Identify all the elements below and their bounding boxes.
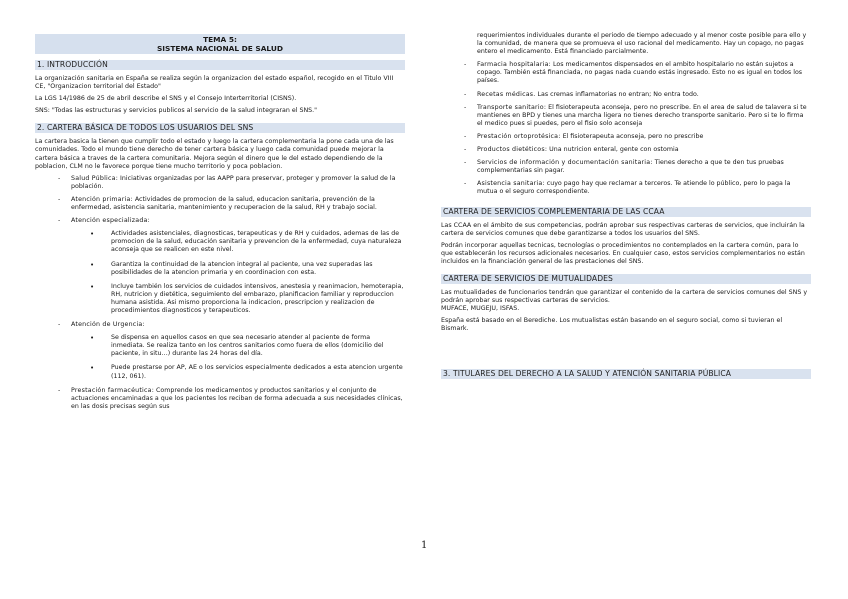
list-item-informacion: [441, 159, 811, 175]
list-item-atencion-especializada: [35, 217, 405, 315]
list-item-farmacia-hospitalaria: [441, 61, 811, 85]
list-item-salud-publica: [35, 175, 405, 191]
item-label: Servicios de información y documentación sanitaria:: [477, 159, 653, 167]
left-column: [35, 34, 405, 416]
paragraph: Podrán incorporar aquellas tecnicas, tecnologías o procedimientos no contemplados en la cartera común, para lo que establecerán los recursos adicionales necesarios. En cualquier caso, estos servicios complementarios no están incluidos en la financiación general de las prestaciones del SNS.: [441, 241, 805, 265]
list-item-recetas: [441, 91, 811, 99]
section-heading-titulares: 3. TITULARES DEL DERECHO A LA SALUD Y ATENCIÓN SANITARIA PÚBLICA: [441, 369, 811, 379]
document-title: [35, 34, 405, 54]
item-label: Atención primaria:: [71, 195, 133, 203]
paragraph: La organización sanitaria en España se realiza según la organizacion del estado español, recogido en el Titulo VIII CE, "Organizacion territorial del Estado": [35, 75, 394, 91]
item-text: Las cremas inflamatorias no entran; No entra todo.: [535, 90, 699, 98]
section-heading-mutualidades: CARTERA DE SERVICIOS DE MUTUALIDADES: [441, 274, 811, 284]
list-item-ortoprotesica: [441, 133, 811, 141]
item-text: Tienes derecho a que te den tus pruebas complementarias sin pagar.: [477, 159, 784, 175]
item-text: El fisioterapeuta aconseja, pero no prescribe. En el area de salud de talavera si te mantienes en BPD y tienes una marcha ligera no tienes derecho transporte sanitario. Pero si te lo firma el medico pues si puedes, pero el fisio solo aconseja: [477, 103, 807, 127]
section-heading-ccaa: CARTERA DE SERVICIOS COMPLEMENTARIA DE LAS CCAA: [441, 207, 811, 217]
list-item-atencion-primaria: [35, 196, 405, 212]
item-text: El fisioterapeuta aconseja, pero no prescribe: [560, 132, 704, 140]
page-number: 1: [421, 540, 428, 551]
title-line-1: TEMA 5:: [203, 35, 237, 44]
paragraph: La LGS 14/1986 de 25 de abril describe el SNS y el Consejo Interterritorial (CISNS).: [35, 95, 297, 103]
item-text: Una nutricion enteral, gente con ostomia: [547, 146, 679, 154]
item-text: Actividades de promocion de la salud, educacion sanitaria, prevención de la enfermedad, asistencia sanitaria, mantenimiento y recuperacion de la salud, RH y trabajo social.: [71, 195, 377, 212]
dash-list: [441, 61, 811, 196]
item-label: Farmacia hospitalaria:: [477, 61, 551, 69]
paragraph: Las CCAA en el ámbito de sus competencias, podrán aprobar sus respectivas carteras de servicios, que incluirán la cartera de servicios comunes que debe garantizarse a todos los usuarios del SNS.: [441, 221, 805, 237]
item-label: Productos dietéticos:: [477, 146, 548, 154]
bullet-item: • Se dispensa en aquellos casos en que sea necesario atender al paciente de forma inmediata. Se realiza tanto en los centros sanitarios como fuera de ellos (domicilio del paciente, in situ…) durante las 24 horas del día.: [71, 334, 405, 358]
section-heading-cartera-basica: 2. CARTERA BÁSICA DE TODOS LOS USUARIOS DEL SNS: [35, 123, 405, 133]
item-label: Prestación ortoprotésica:: [477, 132, 561, 140]
bullet-item: • Incluye también los servicios de cuidados intensivos, anestesia y reanimacion, hemoterapia, RH, nutricion y dietética, seguimiento del embarazo, planificacion familiar y reproduccion humana asistida. Asi mismo proporciona la indicacion, prescripcion y realizacion de procedimientos diagnosticos y terapeuticos.: [71, 283, 405, 315]
list-item-dieteticos: [441, 146, 811, 154]
item-text: Los medicamentos dispensados en el ambito hospitalario no están sujetos a copago. También está financiada, no pagas nada cuando estás ingresado. Esto no es igual en todos los países.: [477, 61, 803, 85]
item-label: Recetas médicas.: [477, 90, 536, 98]
paragraph: SNS: "Todas las estructuras y servicios publicos al servicio de la salud integraran el SNS.": [35, 107, 318, 115]
list-item-transporte: [441, 104, 811, 128]
section-heading-introduccion: 1. INTRODUCCIÓN: [35, 60, 405, 70]
title-line-2: SISTEMA NACIONAL DE SALUD: [156, 44, 284, 53]
continued-text: requerimientos individuales durante el periodo de tiempo adecuado y al menor coste posible para ello y la comunidad, de manera que se promueva el uso racional del medicamento. Hay un copago, no pagas entero el medicamento. Está financiado parcialmente.: [477, 32, 807, 56]
list-item-prestacion-farmaceutica: [35, 387, 405, 411]
bullet-list: [71, 230, 405, 315]
paragraph: La cartera basica la tienen que cumplir todo el estado y luego la cartera complementaria la pone cada una de las comunidades. Todo el mundo tiene derecho de tener cartera básica y luego cada comunidad puede mejorar la cartera básica a traves de la cartera comunitaria. Mejora según el dinero que le del estado dependiendo de la poblacion, CLM no le favorece porque tiene mucho territorio y poca poblacion.: [35, 138, 394, 170]
right-column: [441, 32, 811, 384]
item-text: Comprende los medicamentos y productos sanitarios y el conjunto de actuaciones encaminadas a que los pacientes los reciban de forma adecuada a sus necesidades clínicas, en las dosis precisas según sus: [71, 386, 403, 410]
bullet-item: • Garantiza la continuidad de la atencion integral al paciente, una vez superadas las posibilidades de la atencion primaria y en coordinacion con esta.: [71, 261, 405, 277]
item-label: Transporte sanitario:: [477, 103, 547, 111]
list-item-atencion-urgencia: [35, 321, 405, 381]
item-text: Iniciativas organizadas por las AAPP para preservar, proteger y promover la salud de la población.: [71, 174, 396, 190]
paragraph: Las mutualidades de funcionarios tendrán que garantizar el contenido de la cartera de servicios comunes del SNS y podrán aprobar sus respectivas carteras de servicios.: [441, 288, 808, 305]
dash-list: [35, 175, 405, 411]
bullet-list: [71, 334, 405, 380]
item-label: Atención de Urgencia:: [71, 321, 145, 329]
paragraph: MUFACE, MUGEJU, ISFAS.: [441, 305, 520, 313]
item-label: Atención especializada:: [71, 217, 150, 225]
bullet-item: • Puede prestarse por AP, AE o los servicios especialmente dedicados a esta atencion urgente (112, 061).: [71, 364, 405, 380]
list-item-asistencia: [441, 180, 811, 196]
item-text: cuyo pago hay que reclamar a terceros. Te atiende lo público, pero lo paga la mutua o el seguro correspondiente.: [477, 180, 791, 196]
paragraph: España está basado en el Berediche. Los mutualistas están basando en el seguro social, como si tuvieran el Bismark.: [441, 317, 783, 333]
item-label: Salud Pública:: [71, 174, 119, 182]
bullet-item: • Actividades asistenciales, diagnosticas, terapeuticas y de RH y cuidados, ademas de las de promocion de la salud, educación sanitaria y prevencion de la enfermedad, cuya naturaleza aconseja que se realicen en este nivel.: [71, 230, 405, 254]
item-label: Prestación farmacéutica:: [71, 386, 155, 394]
spacer: [441, 337, 811, 365]
item-label: Asistencia sanitaria:: [477, 180, 545, 188]
